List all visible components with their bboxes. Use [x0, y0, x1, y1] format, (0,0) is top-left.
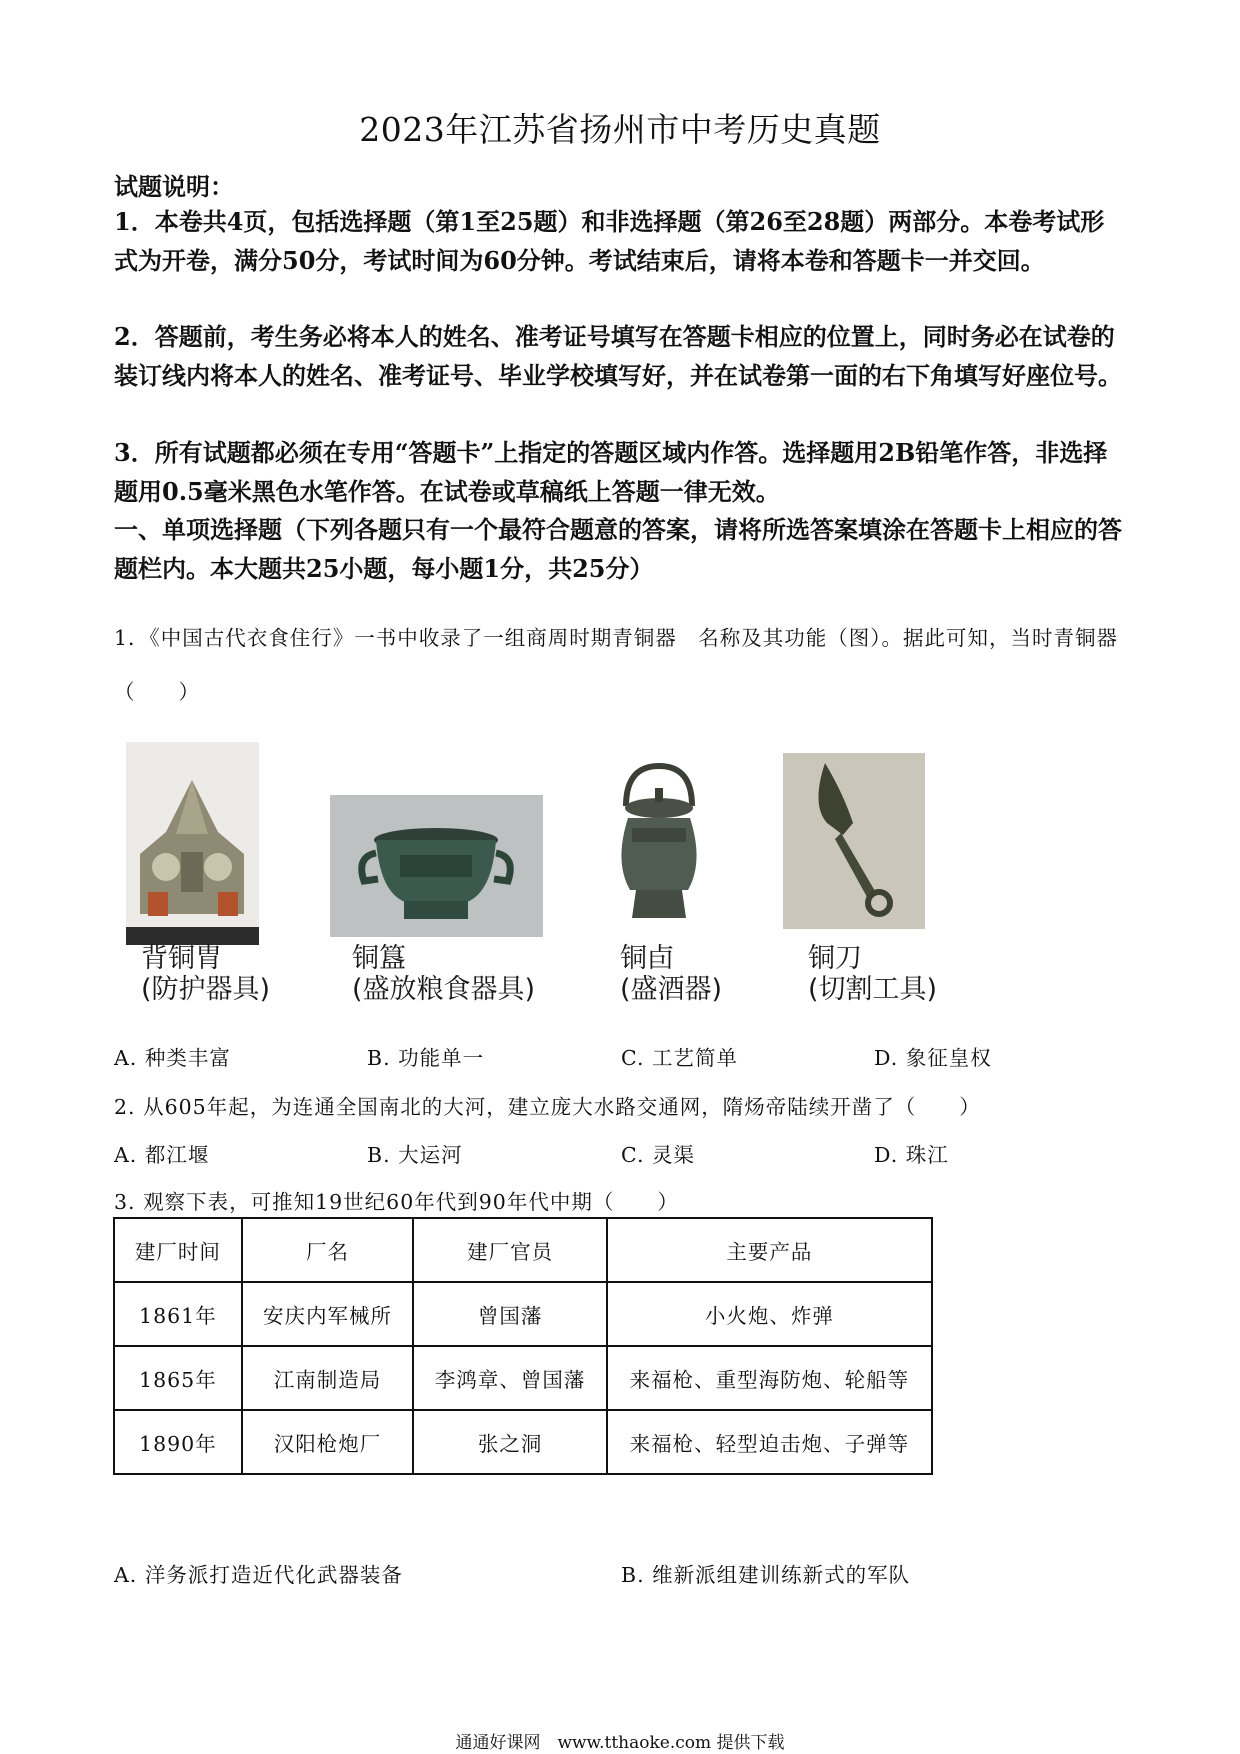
question-3-stem: 3. 观察下表，可推知19世纪60年代到90年代中期（ ）	[114, 1190, 679, 1214]
question-1-option-b[interactable]: B. 功能单一	[367, 1046, 485, 1070]
question-1-option-a[interactable]: A. 种类丰富	[114, 1046, 231, 1070]
figure-4-function: (切割工具)	[808, 974, 938, 1005]
question-2-option-a[interactable]: A. 都江堰	[114, 1143, 210, 1167]
figure-2-name: 铜簋	[352, 943, 406, 974]
table-header-cell: 建厂时间	[114, 1218, 242, 1282]
table-cell: 小火炮、炸弹	[607, 1282, 932, 1346]
question-3-option-a[interactable]: A. 洋务派打造近代化武器装备	[114, 1563, 403, 1587]
table-header-cell: 主要产品	[607, 1218, 932, 1282]
instructions-item-2: 2．答题前，考生务必将本人的姓名、准考证号填写在答题卡相应的位置上，同时务必在试卷的装订线内将本人的姓名、准考证号、毕业学校填写好，并在试卷第一面的右下角填写好座位号。	[114, 322, 1122, 390]
table-cell: 来福枪、轻型迫击炮、子弹等	[607, 1410, 932, 1474]
instructions-item-1: 1．本卷共4页，包括选择题（第1至25题）和非选择题（第26至28题）两部分。本卷考试形式为开卷，满分50分，考试时间为60分钟。考试结束后，请将本卷和答题卡一并交回。	[114, 207, 1105, 275]
table-header-cell: 厂名	[242, 1218, 414, 1282]
question-2-option-c[interactable]: C. 灵渠	[621, 1143, 695, 1167]
table-row	[114, 1346, 932, 1410]
footer-source: 通通好课网 www.tthaoke.com 提供下载	[455, 1733, 785, 1753]
table-cell: 安庆内军械所	[242, 1282, 414, 1346]
table-cell: 李鸿章、曾国藩	[413, 1346, 607, 1410]
table-cell: 江南制造局	[242, 1346, 414, 1410]
table-row	[114, 1282, 932, 1346]
question-2-stem: 2. 从605年起，为连通全国南北的大河，建立庞大水路交通网，隋炀帝陆续开凿了（ ）	[114, 1095, 981, 1119]
table-cell: 1865年	[114, 1346, 242, 1410]
bronze-knife-image	[783, 753, 925, 929]
bronze-gui-vessel-image	[330, 795, 543, 937]
figure-1-name: 背铜胄	[141, 943, 222, 974]
factories-table	[113, 1217, 933, 1475]
table-cell: 曾国藩	[413, 1282, 607, 1346]
table-row	[114, 1410, 932, 1474]
question-1-option-c[interactable]: C. 工艺简单	[621, 1046, 738, 1070]
question-1-option-d[interactable]: D. 象征皇权	[874, 1046, 992, 1070]
question-2-option-b[interactable]: B. 大运河	[367, 1143, 463, 1167]
figure-1-function: (防护器具)	[141, 974, 271, 1005]
instructions-item-3: 3．所有试题都必须在专用“答题卡”上指定的答题区域内作答。选择题用2B铅笔作答，非选择题用0.5毫米黑色水笔作答。在试卷或草稿纸上答题一律无效。	[114, 438, 1108, 506]
bronze-you-vessel-image	[606, 762, 713, 927]
table-header-row	[114, 1218, 932, 1282]
instructions-heading: 试题说明：	[114, 172, 234, 201]
figure-4-name: 铜刀	[808, 943, 862, 974]
table-cell: 张之洞	[413, 1410, 607, 1474]
section-one-heading: 一、单项选择题（下列各题只有一个最符合题意的答案，请将所选答案填涂在答题卡上相应的答题栏内。本大题共25小题，每小题1分，共25分）	[114, 515, 1122, 583]
question-1-stem: 1．《中国古代衣食住行》一书中收录了一组商周时期青铜器 名称及其功能（图）。据此可知，当时青铜器（ ）	[114, 626, 1119, 704]
table-header-cell: 建厂官员	[413, 1218, 607, 1282]
table-cell: 汉阳枪炮厂	[242, 1410, 414, 1474]
table-cell: 1861年	[114, 1282, 242, 1346]
page-title: 2023年江苏省扬州市中考历史真题	[359, 110, 881, 149]
bronze-helmet-image	[126, 742, 259, 945]
figure-2-function: (盛放粮食器具)	[352, 974, 536, 1005]
table-cell: 1890年	[114, 1410, 242, 1474]
table-cell: 来福枪、重型海防炮、轮船等	[607, 1346, 932, 1410]
figure-3-function: (盛酒器)	[620, 974, 723, 1005]
question-2-option-d[interactable]: D. 珠江	[874, 1143, 949, 1167]
question-3-option-b[interactable]: B. 维新派组建训练新式的军队	[621, 1563, 911, 1587]
figure-3-name: 铜卣	[620, 943, 674, 974]
